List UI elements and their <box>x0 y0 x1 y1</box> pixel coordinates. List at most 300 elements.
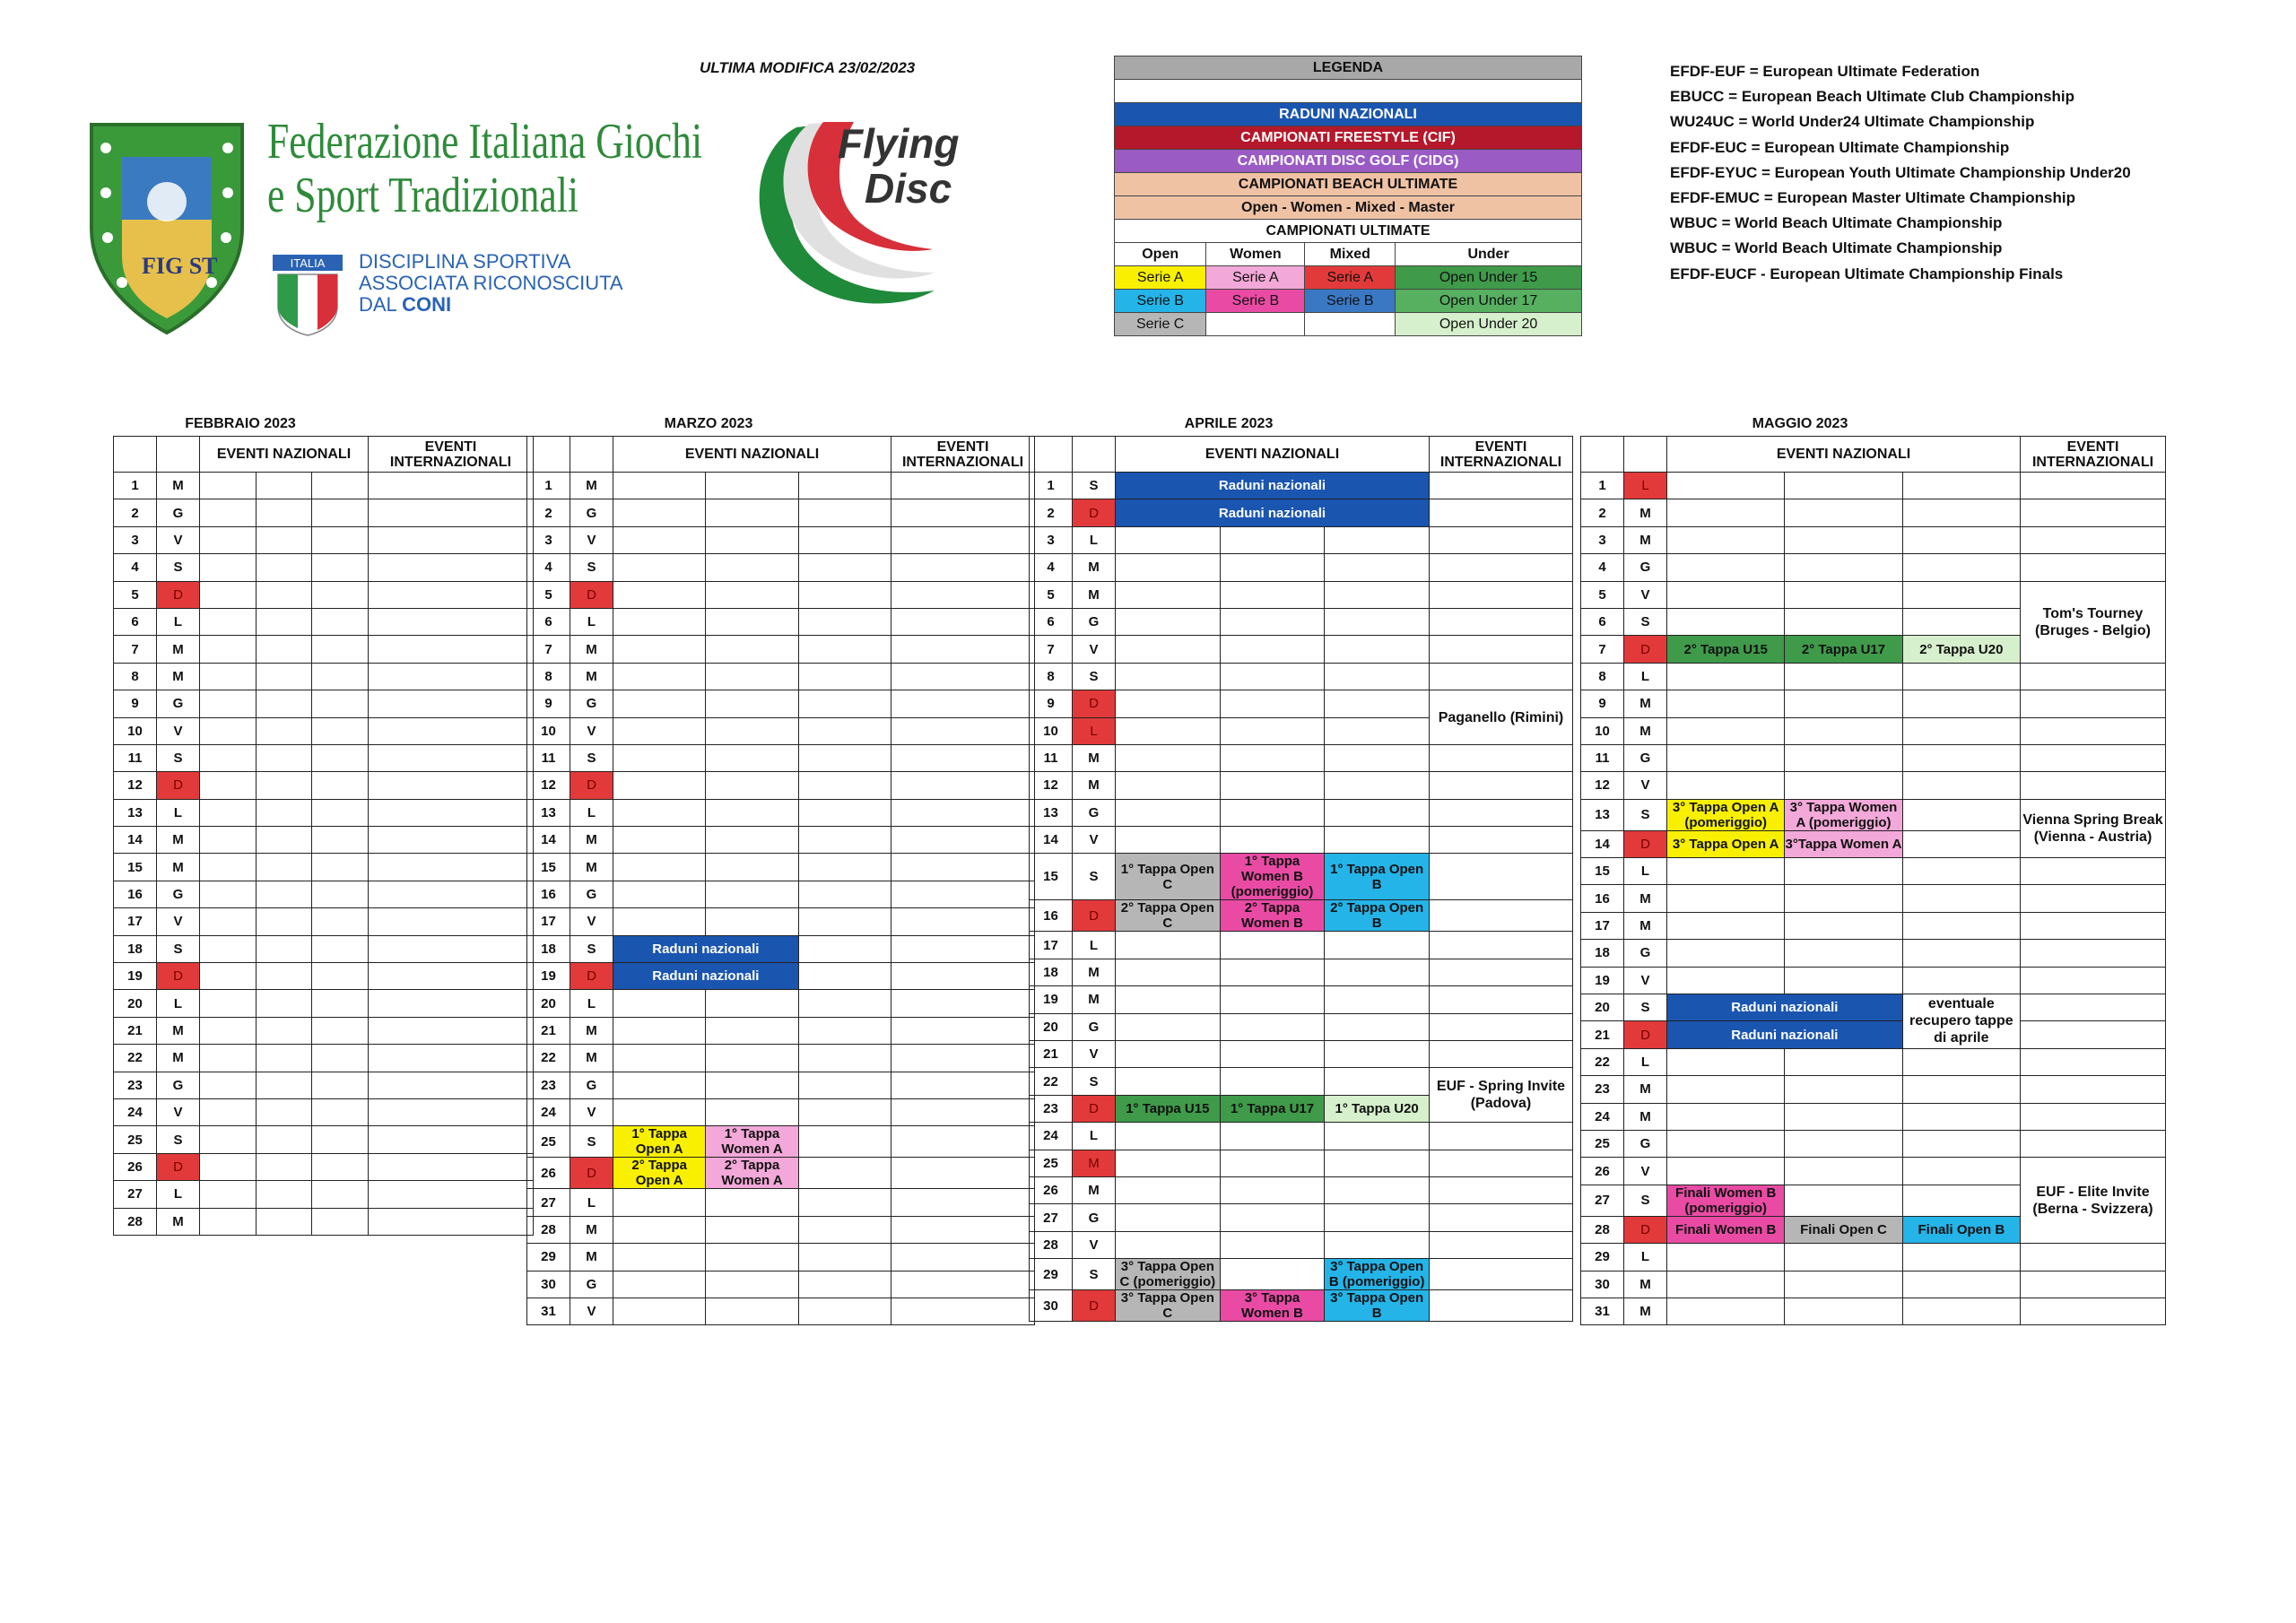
day-number: 27 <box>1581 1185 1624 1216</box>
empty-cell <box>368 663 533 690</box>
day-number: 28 <box>1581 1216 1624 1243</box>
empty-cell <box>256 581 312 608</box>
day-row <box>1030 932 1573 959</box>
empty-cell <box>1116 799 1221 826</box>
empty-cell <box>613 1072 706 1098</box>
weekday: G <box>1073 1013 1116 1040</box>
event-cell: 2° Tappa Women B <box>1220 900 1325 932</box>
empty-cell <box>2021 885 2166 912</box>
empty-cell <box>256 1181 312 1208</box>
day-row <box>1581 940 2166 967</box>
event-cell: Raduni nazionali <box>1116 499 1430 526</box>
weekday: M <box>157 663 200 690</box>
day-row <box>114 717 534 744</box>
day-number: 12 <box>1581 772 1624 799</box>
international-event: EUF - Spring Invite (Padova) <box>1429 1068 1572 1123</box>
empty-cell <box>312 935 369 962</box>
day-number: 5 <box>1030 581 1073 608</box>
day-row <box>1581 912 2166 939</box>
day-number: 22 <box>527 1045 570 1072</box>
day-row <box>527 744 1035 771</box>
empty-cell <box>706 636 798 663</box>
day-row <box>1030 854 1573 900</box>
day-number: 27 <box>114 1181 157 1208</box>
empty-cell <box>1667 885 1785 912</box>
empty-cell <box>312 1098 369 1125</box>
day-number: 17 <box>527 908 570 935</box>
day-row <box>1581 967 2166 994</box>
empty-cell <box>1785 690 1902 717</box>
empty-cell <box>368 881 533 907</box>
weekday: D <box>1624 1021 1667 1048</box>
empty-cell <box>1902 1185 2020 1216</box>
empty-cell <box>312 1017 369 1044</box>
event-cell: 3° Tappa Women B <box>1220 1290 1325 1322</box>
empty-cell <box>891 935 1035 962</box>
header-eventi-nazionali: EVENTI NAZIONALI <box>613 437 891 473</box>
empty-cell <box>312 554 369 581</box>
empty-cell <box>798 690 891 717</box>
day-row <box>1581 581 2166 608</box>
empty-cell <box>798 473 891 499</box>
day-row <box>114 1181 534 1208</box>
empty-cell <box>613 990 706 1017</box>
empty-cell <box>798 990 891 1017</box>
empty-cell <box>891 827 1035 854</box>
empty-cell <box>256 473 312 499</box>
empty-cell <box>1667 912 1785 939</box>
empty-cell <box>200 1045 257 1072</box>
empty-cell <box>1785 967 1902 994</box>
empty-cell <box>200 554 257 581</box>
empty-cell <box>1429 772 1572 799</box>
empty-cell <box>1902 663 2020 690</box>
empty-cell <box>368 744 533 771</box>
empty-cell <box>1902 1244 2020 1271</box>
day-row <box>114 581 534 608</box>
day-number: 28 <box>1030 1231 1073 1258</box>
weekday: G <box>570 881 613 907</box>
day-number: 1 <box>1581 473 1624 499</box>
figest-shield-logo <box>86 121 248 336</box>
empty-cell <box>1785 1185 1902 1216</box>
empty-cell <box>706 473 798 499</box>
flying-disc-logo <box>743 115 1012 314</box>
day-row <box>1030 827 1573 854</box>
weekday: D <box>1073 1290 1116 1322</box>
legend-row: CAMPIONATI DISC GOLF (CIDG) <box>1115 150 1582 173</box>
day-row <box>1030 499 1573 526</box>
day-row <box>1030 1123 1573 1150</box>
empty-cell <box>256 772 312 799</box>
empty-cell <box>1325 799 1430 826</box>
day-number: 15 <box>527 854 570 881</box>
svg-text:Disc: Disc <box>865 165 952 212</box>
day-number: 8 <box>527 663 570 690</box>
day-number: 3 <box>527 526 570 553</box>
empty-cell <box>312 881 369 907</box>
weekday: D <box>1624 636 1667 663</box>
day-row <box>1030 473 1573 499</box>
event-cell: 3° Tappa Open C <box>1116 1290 1221 1322</box>
empty-cell <box>1785 744 1902 771</box>
month-title: APRILE 2023 <box>1184 416 1274 431</box>
empty-cell <box>1220 690 1325 717</box>
day-number: 26 <box>114 1153 157 1180</box>
empty-cell <box>1116 554 1221 581</box>
day-number: 23 <box>1030 1095 1073 1122</box>
day-number: 18 <box>1581 940 1624 967</box>
day-number: 2 <box>527 499 570 526</box>
day-row <box>114 854 534 881</box>
day-row <box>1581 717 2166 744</box>
empty-cell <box>312 772 369 799</box>
day-number: 16 <box>1030 900 1073 932</box>
empty-cell <box>1429 554 1572 581</box>
abbreviation-item: EFDF-EUCF - European Ultimate Championship Finals <box>1670 265 2064 282</box>
weekday: G <box>157 1072 200 1098</box>
empty-cell <box>368 608 533 635</box>
month-table <box>113 436 534 1236</box>
weekday: M <box>157 854 200 881</box>
empty-cell <box>312 990 369 1017</box>
abbreviations-list <box>1670 59 2131 287</box>
event-cell: 1° Tappa Open B <box>1325 854 1430 900</box>
day-number: 20 <box>527 990 570 1017</box>
day-row <box>527 554 1035 581</box>
day-row <box>1581 1298 2166 1324</box>
day-row <box>114 990 534 1017</box>
weekday: V <box>157 1098 200 1125</box>
italia-flag-icon <box>273 255 343 337</box>
empty-cell <box>1902 830 2020 857</box>
empty-cell <box>2021 1130 2166 1157</box>
empty-cell <box>1325 1150 1430 1176</box>
day-row <box>114 636 534 663</box>
empty-cell <box>1116 1231 1221 1258</box>
empty-cell <box>798 717 891 744</box>
empty-cell <box>1902 858 2020 885</box>
weekday: L <box>157 990 200 1017</box>
coni-line2: ASSOCIATA RICONOSCIUTA <box>359 272 623 294</box>
day-row <box>527 935 1035 962</box>
empty-cell <box>256 690 312 717</box>
empty-cell <box>368 990 533 1017</box>
empty-cell <box>613 499 706 526</box>
empty-cell <box>2021 1103 2166 1130</box>
day-number: 19 <box>114 963 157 990</box>
empty-cell <box>1116 526 1221 553</box>
empty-cell <box>1325 744 1430 771</box>
empty-cell <box>891 663 1035 690</box>
event-cell: Raduni nazionali <box>1667 994 1903 1021</box>
international-event: Tom's Tourney (Bruges - Belgio) <box>2021 581 2166 663</box>
day-row <box>1581 994 2166 1021</box>
empty-cell <box>256 799 312 826</box>
empty-cell <box>312 717 369 744</box>
day-number: 17 <box>1581 912 1624 939</box>
empty-cell <box>1785 581 1902 608</box>
day-number: 5 <box>527 581 570 608</box>
day-number: 1 <box>1030 473 1073 499</box>
empty-cell <box>1785 499 1902 526</box>
day-number: 1 <box>114 473 157 499</box>
abbreviation-item: WU24UC = World Under24 Ultimate Championship <box>1670 113 2035 131</box>
day-number: 19 <box>527 963 570 990</box>
empty-cell <box>256 744 312 771</box>
event-cell: 1° Tappa Open C <box>1116 854 1221 900</box>
coni-recognition <box>359 251 623 316</box>
empty-cell <box>1785 1076 1902 1103</box>
day-number: 16 <box>114 881 157 907</box>
empty-cell <box>1429 526 1572 553</box>
empty-cell <box>613 636 706 663</box>
day-number: 2 <box>1581 499 1624 526</box>
empty-cell <box>1785 554 1902 581</box>
empty-cell <box>312 1045 369 1072</box>
empty-cell <box>1429 608 1572 635</box>
day-row <box>1030 1150 1573 1176</box>
empty-cell <box>2021 940 2166 967</box>
empty-cell <box>1220 772 1325 799</box>
empty-cell <box>613 881 706 907</box>
header-eventi-internazionali: EVENTI INTERNAZIONALI <box>2021 437 2166 473</box>
empty-cell <box>1116 1176 1221 1203</box>
weekday: L <box>570 799 613 826</box>
empty-cell <box>1116 744 1221 771</box>
empty-cell <box>1785 772 1902 799</box>
weekday: M <box>1624 690 1667 717</box>
empty-cell <box>891 1271 1035 1298</box>
empty-cell <box>200 717 257 744</box>
weekday: M <box>1624 526 1667 553</box>
day-row <box>114 963 534 990</box>
empty-cell <box>1902 885 2020 912</box>
empty-cell <box>1325 1041 1430 1068</box>
weekday: M <box>1073 959 1116 985</box>
day-row <box>1581 858 2166 885</box>
day-row <box>527 636 1035 663</box>
legend-blank <box>1115 80 1582 103</box>
empty-cell <box>891 717 1035 744</box>
empty-cell <box>891 554 1035 581</box>
empty-cell <box>1220 1176 1325 1203</box>
day-row <box>527 1216 1035 1243</box>
empty-cell <box>1667 690 1785 717</box>
empty-cell <box>200 1098 257 1125</box>
empty-cell <box>1902 608 2020 635</box>
day-number: 19 <box>1581 967 1624 994</box>
empty-cell <box>368 1208 533 1235</box>
weekday: D <box>1624 1216 1667 1243</box>
empty-cell <box>256 1098 312 1125</box>
weekday: G <box>1073 1204 1116 1231</box>
empty-cell <box>256 1208 312 1235</box>
day-number: 28 <box>114 1208 157 1235</box>
day-row <box>527 608 1035 635</box>
day-row <box>527 1126 1035 1158</box>
legend-swatch: Serie A <box>1115 266 1206 290</box>
empty-cell <box>798 636 891 663</box>
empty-cell <box>1116 827 1221 854</box>
empty-cell <box>368 1045 533 1072</box>
empty-cell <box>613 526 706 553</box>
empty-cell <box>1902 499 2020 526</box>
event-cell: Finali Women B (pomeriggio) <box>1667 1185 1785 1216</box>
day-number: 27 <box>1030 1204 1073 1231</box>
empty-cell <box>368 827 533 854</box>
weekday: S <box>1624 799 1667 830</box>
day-number: 7 <box>1581 636 1624 663</box>
weekday: M <box>570 1017 613 1044</box>
event-cell: 2° Tappa U15 <box>1667 636 1785 663</box>
empty-cell <box>613 799 706 826</box>
empty-cell <box>1429 1123 1572 1150</box>
weekday: V <box>1073 827 1116 854</box>
empty-cell <box>798 744 891 771</box>
abbreviation-item: WBUC = World Beach Ultimate Championship <box>1670 239 2003 257</box>
empty-cell <box>312 526 369 553</box>
event-cell: 1° Tappa Women A <box>706 1126 798 1158</box>
event-cell: 3° Tappa Open B <box>1325 1290 1430 1322</box>
weekday: L <box>1073 1123 1116 1150</box>
empty-cell <box>368 799 533 826</box>
day-row <box>1030 636 1573 663</box>
weekday: L <box>1073 932 1116 959</box>
empty-cell <box>256 499 312 526</box>
empty-cell <box>706 663 798 690</box>
empty-cell <box>200 908 257 935</box>
empty-cell <box>2021 1076 2166 1103</box>
empty-cell <box>200 608 257 635</box>
weekday: V <box>1624 967 1667 994</box>
day-row <box>1030 1041 1573 1068</box>
day-number: 9 <box>1030 690 1073 717</box>
empty-cell <box>1429 1204 1572 1231</box>
empty-cell <box>613 744 706 771</box>
legend-row: Open - Women - Mixed - Master <box>1115 196 1582 220</box>
empty-cell <box>1902 717 2020 744</box>
day-number: 9 <box>1581 690 1624 717</box>
day-row <box>114 772 534 799</box>
empty-cell <box>1220 1204 1325 1231</box>
day-number: 6 <box>527 608 570 635</box>
day-row <box>527 908 1035 935</box>
month-title: MARZO 2023 <box>664 416 753 431</box>
empty-cell <box>200 499 257 526</box>
empty-cell <box>256 854 312 881</box>
weekday: G <box>570 1271 613 1298</box>
weekday: G <box>157 881 200 907</box>
day-row <box>1030 959 1573 985</box>
legend-swatch: Serie A <box>1206 266 1305 290</box>
empty-cell <box>312 1072 369 1098</box>
empty-cell <box>706 1017 798 1044</box>
empty-cell <box>368 473 533 499</box>
empty-cell <box>613 1244 706 1271</box>
last-modified-note: ULTIMA MODIFICA 23/02/2023 <box>700 59 916 76</box>
empty-cell <box>1220 1231 1325 1258</box>
day-row <box>1581 744 2166 771</box>
weekday: L <box>1624 663 1667 690</box>
day-row <box>1581 499 2166 526</box>
empty-cell <box>706 1189 798 1216</box>
weekday: M <box>157 1045 200 1072</box>
event-cell: 2° Tappa Open B <box>1325 900 1430 932</box>
header-eventi-nazionali: EVENTI NAZIONALI <box>200 437 369 473</box>
legend-col-header: Mixed <box>1305 243 1396 266</box>
empty-cell <box>613 1298 706 1324</box>
weekday: V <box>570 526 613 553</box>
empty-cell <box>1785 473 1902 499</box>
weekday: M <box>1073 986 1116 1013</box>
empty-cell <box>1667 967 1785 994</box>
day-row <box>1030 799 1573 826</box>
empty-cell <box>1667 499 1785 526</box>
event-cell: Finali Women B <box>1667 1216 1785 1243</box>
empty-cell <box>2021 994 2166 1021</box>
empty-cell <box>613 554 706 581</box>
weekday: G <box>570 1072 613 1098</box>
federation-title-line1: Federazione Italiana Giochi <box>267 114 703 169</box>
abbreviation-item: EFDF-EYUC = European Youth Ultimate Championship Under20 <box>1670 163 2131 181</box>
empty-cell <box>891 526 1035 553</box>
event-cell: 2° Tappa U17 <box>1785 636 1902 663</box>
empty-cell <box>368 772 533 799</box>
day-row <box>114 1126 534 1153</box>
empty-cell <box>1429 900 1572 932</box>
empty-cell <box>368 1017 533 1044</box>
abbreviation-item: WBUC = World Beach Ultimate Championship <box>1670 214 2003 232</box>
day-number: 7 <box>1030 636 1073 663</box>
empty-cell <box>1220 663 1325 690</box>
day-row <box>114 935 534 962</box>
empty-cell <box>312 499 369 526</box>
day-number: 4 <box>1581 554 1624 581</box>
weekday: M <box>157 1017 200 1044</box>
day-row <box>114 744 534 771</box>
day-row <box>114 827 534 854</box>
empty-cell <box>256 1045 312 1072</box>
day-row <box>527 663 1035 690</box>
weekday: D <box>570 1158 613 1189</box>
empty-cell <box>891 499 1035 526</box>
weekday: M <box>570 1244 613 1271</box>
empty-cell <box>798 1189 891 1216</box>
shield-text: FIG ST <box>142 253 218 279</box>
empty-cell <box>798 1216 891 1243</box>
day-row <box>1581 772 2166 799</box>
day-row <box>1030 1176 1573 1203</box>
weekday: M <box>1624 885 1667 912</box>
empty-cell <box>256 554 312 581</box>
empty-cell <box>798 772 891 799</box>
legend-col-header: Open <box>1115 243 1206 266</box>
empty-cell <box>706 1045 798 1072</box>
empty-cell <box>1902 799 2020 830</box>
legend-swatch: Serie B <box>1115 290 1206 313</box>
event-cell: 3° Tappa Open B (pomeriggio) <box>1325 1259 1430 1290</box>
empty-cell <box>798 1271 891 1298</box>
day-number: 25 <box>1581 1130 1624 1157</box>
empty-cell <box>891 881 1035 907</box>
weekday: D <box>157 581 200 608</box>
weekday: L <box>570 608 613 635</box>
day-number: 10 <box>1030 717 1073 744</box>
day-number: 21 <box>527 1017 570 1044</box>
weekday: V <box>1624 772 1667 799</box>
day-row <box>527 1098 1035 1125</box>
